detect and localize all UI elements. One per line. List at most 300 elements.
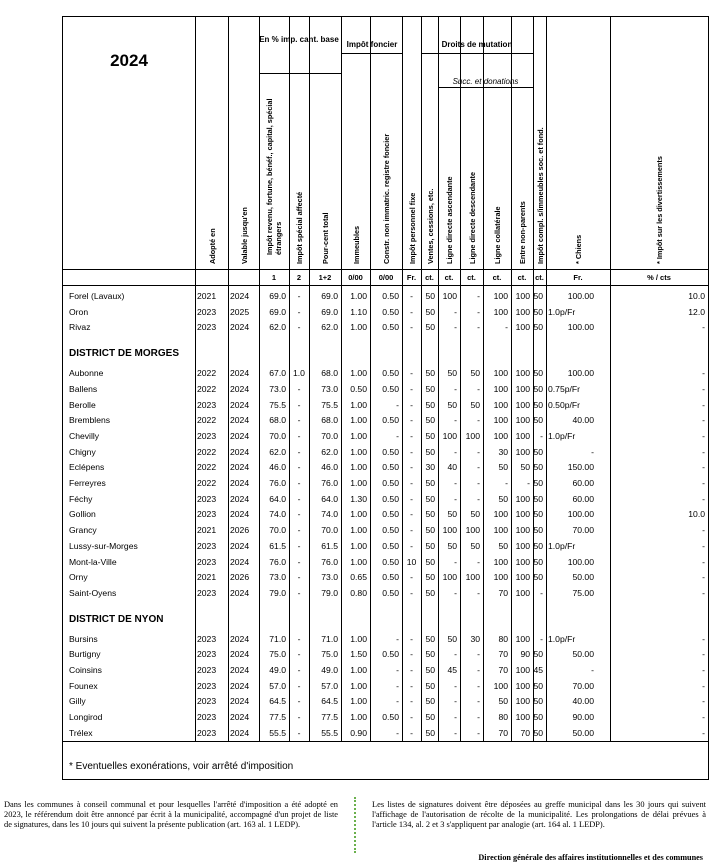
- table-cell: 2024: [230, 540, 250, 551]
- table-cell: 2021: [197, 291, 217, 301]
- table-cell: 45: [533, 665, 543, 675]
- table-cell: 0.50: [382, 556, 399, 567]
- table-cell: -: [477, 493, 480, 504]
- table-cell: 64.0: [269, 493, 286, 504]
- table-cell: 50: [425, 633, 435, 644]
- table-cell: 70: [498, 587, 508, 598]
- table-cell: 100: [515, 306, 530, 317]
- signature: Direction générale des affaires institutionnelles et des communes: [478, 853, 703, 862]
- table-cell: 100: [515, 540, 530, 551]
- table-cell: 50: [425, 525, 435, 536]
- table-cell: 2022: [197, 478, 217, 488]
- table-cell: -: [702, 368, 705, 379]
- table-cell: -: [297, 665, 301, 675]
- table-cell: 74.0: [321, 509, 338, 520]
- table-cell: 50: [447, 399, 457, 410]
- commune-name: Aubonne: [69, 368, 104, 379]
- table-cell: 50: [533, 525, 543, 536]
- table-cell: 100: [493, 556, 508, 567]
- table-cell: 50: [533, 509, 543, 520]
- table-row: [63, 647, 708, 662]
- table-cell: 2024: [230, 727, 250, 738]
- table-cell: -: [702, 478, 705, 488]
- table-cell: 2024: [230, 712, 250, 723]
- table-cell: 30: [425, 462, 435, 473]
- table-cell: -: [540, 430, 543, 441]
- table-row: [63, 460, 708, 475]
- table-row: [63, 289, 708, 304]
- table-cell: -: [410, 430, 413, 441]
- table-cell: -: [297, 478, 301, 488]
- table-cell: 0.50: [382, 446, 399, 457]
- table-cell: 55.5: [269, 727, 286, 738]
- table-cell: -: [410, 696, 413, 707]
- table-cell: -: [297, 572, 301, 583]
- table-cell: 50: [520, 462, 530, 473]
- table-cell: -: [591, 446, 594, 457]
- table-cell: 0.50: [382, 493, 399, 504]
- table-cell: 150.00: [567, 462, 594, 473]
- table-cell: -: [477, 712, 480, 723]
- table-cell: 100: [465, 572, 480, 583]
- unit-label: 2: [296, 273, 302, 282]
- table-cell: 2024: [230, 415, 250, 426]
- table-cell: 1.50: [350, 649, 367, 660]
- table-cell: 100: [515, 430, 530, 441]
- table-cell: 1.10: [350, 306, 367, 317]
- table-cell: 100: [493, 680, 508, 691]
- table-cell: 60.00: [572, 493, 594, 504]
- table-cell: 100: [515, 368, 530, 379]
- table-cell: -: [477, 383, 480, 394]
- commune-name: Grancy: [69, 525, 97, 536]
- table-cell: 50: [425, 383, 435, 394]
- table-cell: 69.0: [269, 291, 286, 301]
- table-cell: 0.50: [382, 540, 399, 551]
- table-cell: 2022: [197, 383, 217, 394]
- table-cell: 1.0p/Fr: [548, 430, 576, 441]
- table-cell: -: [410, 712, 413, 723]
- table-cell: 2023: [197, 540, 217, 551]
- table-cell: 46.0: [269, 462, 286, 473]
- table-cell: 45: [447, 665, 457, 675]
- table-cell: -: [410, 509, 413, 520]
- table-cell: -: [702, 727, 705, 738]
- table-cell: -: [396, 680, 399, 691]
- commune-name: Founex: [69, 680, 98, 691]
- table-row: [63, 555, 708, 570]
- table-cell: -: [297, 462, 301, 473]
- table-cell: 50: [425, 493, 435, 504]
- table-cell: -: [297, 291, 301, 301]
- table-cell: 50: [470, 399, 480, 410]
- table-cell: 71.0: [269, 633, 286, 644]
- table-cell: -: [297, 415, 301, 426]
- table-cell: -: [477, 696, 480, 707]
- column-header-label: Ligne directe ascendante: [445, 176, 454, 264]
- table-cell: 68.0: [321, 368, 338, 379]
- table-cell: 100: [493, 306, 508, 317]
- table-cell: 2023: [197, 556, 217, 567]
- table-cell: 1.00: [350, 696, 367, 707]
- commune-name: Oron: [69, 306, 89, 317]
- table-cell: 2024: [230, 462, 250, 473]
- table-cell: 50: [533, 727, 543, 738]
- table-cell: 100: [515, 415, 530, 426]
- column-header: [421, 95, 438, 269]
- column-header: [289, 95, 309, 269]
- table-cell: 50: [425, 322, 435, 333]
- table-cell: -: [702, 399, 705, 410]
- table-cell: -: [410, 540, 413, 551]
- table-cell: 80: [498, 633, 508, 644]
- table-cell: 0.50: [382, 509, 399, 520]
- table-cell: 2021: [197, 572, 217, 583]
- table-cell: 64.5: [269, 696, 286, 707]
- table-cell: -: [477, 556, 480, 567]
- table-cell: 50: [533, 696, 543, 707]
- table-cell: 68.0: [269, 415, 286, 426]
- table-cell: 2024: [230, 322, 250, 333]
- table-cell: -: [702, 633, 705, 644]
- table-cell: 64.0: [321, 493, 338, 504]
- table-cell: 64.5: [321, 696, 338, 707]
- table-cell: -: [410, 306, 413, 317]
- table-cell: 57.0: [321, 680, 338, 691]
- table-cell: -: [505, 478, 508, 488]
- table-row: [63, 663, 708, 678]
- table-cell: -: [454, 587, 457, 598]
- table-cell: 30: [498, 446, 508, 457]
- table-cell: 100.00: [567, 509, 594, 520]
- commune-name: Longirod: [69, 712, 103, 723]
- table-cell: 50: [533, 462, 543, 473]
- table-cell: 100: [515, 509, 530, 520]
- table-cell: 100: [515, 712, 530, 723]
- column-header: [460, 95, 483, 269]
- table-cell: 2023: [197, 322, 217, 333]
- table-cell: 76.0: [321, 478, 338, 488]
- table-cell: 100.00: [567, 322, 594, 333]
- table-cell: 1.00: [350, 680, 367, 691]
- table-cell: 50: [498, 696, 508, 707]
- table-cell: 50.00: [572, 572, 594, 583]
- table-cell: 100: [465, 430, 480, 441]
- table-row: [63, 679, 708, 694]
- table-cell: -: [297, 383, 301, 394]
- table-cell: 0.50: [382, 368, 399, 379]
- table-row: [63, 726, 708, 741]
- table-cell: -: [297, 587, 301, 598]
- table-cell: -: [410, 572, 413, 583]
- unit-label: ct.: [535, 273, 544, 282]
- table-cell: 100: [515, 587, 530, 598]
- table-cell: 100: [493, 509, 508, 520]
- table-cell: 100: [515, 556, 530, 567]
- table-cell: 1.00: [350, 462, 367, 473]
- table-cell: 75.0: [269, 649, 286, 660]
- table-cell: 50: [533, 572, 543, 583]
- unit-label: 0/00: [348, 273, 363, 282]
- table-cell: 50: [425, 478, 435, 488]
- table-cell: 50: [533, 556, 543, 567]
- table-cell: -: [454, 306, 457, 317]
- group-succ-donations: Succ. et donations: [452, 77, 519, 86]
- table-cell: -: [702, 415, 705, 426]
- table-row: [63, 320, 708, 335]
- table-cell: -: [454, 322, 457, 333]
- table-cell: 100: [493, 525, 508, 536]
- column-header: [228, 95, 259, 269]
- table-cell: 100.00: [567, 291, 594, 301]
- table-cell: -: [702, 712, 705, 723]
- table-cell: 69.0: [321, 306, 338, 317]
- table-cell: -: [454, 446, 457, 457]
- table-row: [63, 710, 708, 725]
- commune-name: Bursins: [69, 633, 98, 644]
- bottom-right-notice: Les listes de signatures doivent être déposées au greffe municipal dans les 30 jours qui suivent l'affichage de l'autorisation de récolte de la municipalité. Les prolongations de délai prévues à l'article 134, al. 2 et 3 s'appliquent par analogie (art. 164 al. 1 LEDP).: [372, 800, 706, 829]
- table-cell: 2023: [197, 696, 217, 707]
- unit-label: ct.: [444, 273, 454, 282]
- table-cell: 2025: [230, 306, 250, 317]
- table-cell: -: [297, 540, 301, 551]
- table-cell: 1.00: [350, 446, 367, 457]
- table-cell: 76.0: [269, 556, 286, 567]
- column-header: [533, 95, 546, 269]
- commune-name: Bremblens: [69, 415, 111, 426]
- table-cell: 12.0: [688, 306, 705, 317]
- table-cell: -: [527, 478, 530, 488]
- table-cell: 1.00: [350, 415, 367, 426]
- table-cell: 2022: [197, 462, 217, 473]
- table-cell: 70: [498, 649, 508, 660]
- table-cell: -: [454, 493, 457, 504]
- table-cell: 50: [447, 540, 457, 551]
- table-cell: 0.50p/Fr: [548, 399, 581, 410]
- table-row: [63, 539, 708, 554]
- column-header-label: * Impôt sur les divertissements: [655, 156, 664, 264]
- table-cell: -: [297, 322, 301, 333]
- table-cell: 50: [425, 696, 435, 707]
- table-cell: 70.0: [269, 430, 286, 441]
- table-cell: 50: [425, 680, 435, 691]
- column-header: [483, 95, 511, 269]
- column-header: [511, 95, 533, 269]
- table-cell: -: [396, 696, 399, 707]
- table-cell: 100: [465, 525, 480, 536]
- table-row: [63, 632, 708, 647]
- table-cell: -: [297, 509, 301, 520]
- column-header: [610, 95, 708, 269]
- table-cell: 2023: [197, 649, 217, 660]
- table-cell: -: [454, 556, 457, 567]
- table-cell: -: [505, 322, 508, 333]
- table-cell: -: [477, 665, 480, 675]
- bottom-left-notice: Dans les communes à conseil communal et pour lesquelles l'arrêté d'imposition a été adopté en 2023, le référendum doit être annoncé par écrit à la municipalité, accompagné d'un projet de liste de signatures, dans les 10 jours qui suivent la présente publication (art. 163 al. 1 LEDP).: [4, 800, 338, 829]
- table-cell: 2023: [197, 680, 217, 691]
- table-cell: -: [410, 727, 413, 738]
- table-cell: 100: [493, 572, 508, 583]
- unit-label: ct.: [467, 273, 476, 282]
- table-cell: 100: [515, 696, 530, 707]
- table-cell: 69.0: [269, 306, 286, 317]
- table-cell: 2023: [197, 399, 217, 410]
- table-cell: 10: [406, 556, 417, 567]
- table-cell: 0.50: [382, 383, 399, 394]
- table-cell: -: [702, 696, 705, 707]
- table-cell: 0.75p/Fr: [548, 383, 581, 394]
- column-header: [259, 95, 289, 269]
- column-header-label: * Chiens: [574, 234, 583, 264]
- district-heading: DISTRICT DE MORGES: [69, 348, 180, 360]
- table-cell: 2022: [197, 415, 217, 426]
- table-cell: 2023: [197, 430, 217, 441]
- table-cell: -: [297, 727, 301, 738]
- table-cell: 2024: [230, 649, 250, 660]
- commune-name: Gollion: [69, 509, 96, 520]
- table-cell: 2026: [230, 572, 250, 583]
- table-cell: 100: [493, 415, 508, 426]
- table-cell: 70.0: [321, 525, 338, 536]
- table-row: [63, 398, 708, 413]
- table-cell: -: [410, 493, 413, 504]
- table-cell: 68.0: [321, 415, 338, 426]
- commune-name: Coinsins: [69, 665, 102, 675]
- column-header-label: Immeubles: [351, 225, 361, 264]
- table-cell: -: [477, 462, 480, 473]
- table-cell: 50: [533, 322, 543, 333]
- table-cell: 2024: [230, 633, 250, 644]
- table-cell: 73.0: [321, 572, 338, 583]
- table-cell: 50: [425, 415, 435, 426]
- group-underline: [438, 87, 533, 88]
- group-underline: [341, 53, 402, 54]
- table-cell: 2024: [230, 383, 250, 394]
- table-cell: -: [454, 478, 457, 488]
- table-cell: -: [702, 572, 705, 583]
- table-cell: -: [410, 383, 413, 394]
- table-cell: 70.0: [321, 430, 338, 441]
- table-cell: 2024: [230, 493, 250, 504]
- table-cell: 50: [533, 680, 543, 691]
- group-underline: [421, 53, 533, 54]
- table-cell: -: [540, 633, 543, 644]
- commune-name: Berolle: [69, 399, 96, 410]
- table-cell: 61.5: [321, 540, 338, 551]
- unit-label: ct.: [425, 273, 434, 282]
- column-header-label: Pour-cent total: [321, 212, 330, 264]
- table-cell: 100: [493, 430, 508, 441]
- commune-name: Eclépens: [69, 462, 105, 473]
- column-header: [195, 95, 228, 269]
- table-cell: 73.0: [269, 572, 286, 583]
- table-cell: -: [297, 712, 301, 723]
- table-cell: -: [396, 665, 399, 675]
- unit-label: ct.: [492, 273, 502, 282]
- column-header-label: Ventes, cessions, etc.: [425, 188, 435, 264]
- commune-name: Orny: [69, 572, 88, 583]
- table-cell: 0.65: [350, 572, 367, 583]
- commune-name: Burtigny: [69, 649, 101, 660]
- table-cell: 50: [425, 587, 435, 598]
- table-cell: -: [410, 399, 413, 410]
- table-cell: 69.0: [321, 291, 338, 301]
- table-cell: -: [454, 696, 457, 707]
- table-row: [63, 476, 708, 491]
- table-cell: 2023: [197, 727, 217, 738]
- column-header-label: Adopté en: [207, 228, 217, 264]
- table-cell: 2023: [197, 587, 217, 598]
- table-cell: 50: [470, 368, 480, 379]
- column-header: [341, 95, 370, 269]
- table-cell: 1.00: [350, 525, 367, 536]
- table-row: [63, 523, 708, 538]
- table-cell: 50: [425, 430, 435, 441]
- table-cell: 100: [515, 322, 530, 333]
- table-cell: -: [702, 649, 705, 660]
- table-cell: 50: [533, 399, 543, 410]
- table-cell: -: [591, 665, 594, 675]
- commune-name: Chevilly: [69, 430, 100, 441]
- table-cell: 1.00: [350, 712, 367, 723]
- tax-table: [62, 16, 709, 780]
- commune-name: Lussy-sur-Morges: [69, 540, 138, 551]
- table-cell: -: [702, 587, 705, 598]
- table-cell: -: [702, 665, 705, 675]
- column-header-label: Ligne collatérale: [493, 206, 502, 264]
- table-cell: 2024: [230, 680, 250, 691]
- table-cell: 2024: [230, 587, 250, 598]
- table-cell: -: [410, 680, 413, 691]
- table-cell: 1.00: [350, 540, 367, 551]
- column-header-label: Valable jusqu'en: [239, 207, 249, 264]
- table-cell: -: [396, 633, 399, 644]
- table-cell: -: [454, 383, 457, 394]
- table-row: [63, 429, 708, 444]
- table-row: [63, 492, 708, 507]
- table-cell: -: [396, 430, 399, 441]
- table-cell: 0.50: [382, 587, 399, 598]
- table-cell: 50: [533, 291, 543, 301]
- table-cell: 46.0: [321, 462, 338, 473]
- table-cell: -: [297, 430, 301, 441]
- table-cell: -: [477, 478, 480, 488]
- table-cell: 1.00: [350, 399, 367, 410]
- table-cell: 49.0: [321, 665, 338, 675]
- table-cell: 0.50: [382, 462, 399, 473]
- table-cell: -: [410, 291, 413, 301]
- table-cell: 2024: [230, 430, 250, 441]
- table-cell: -: [454, 415, 457, 426]
- table-cell: -: [396, 727, 399, 738]
- table-cell: 62.0: [321, 446, 338, 457]
- table-cell: -: [702, 493, 705, 504]
- table-cell: 70: [498, 727, 508, 738]
- table-cell: 90: [520, 649, 530, 660]
- table-cell: 0.50: [382, 415, 399, 426]
- table-cell: 76.0: [269, 478, 286, 488]
- table-cell: 1.00: [350, 322, 367, 333]
- table-cell: 50: [425, 649, 435, 660]
- commune-name: Mont-la-Ville: [69, 556, 117, 567]
- table-cell: 10.0: [688, 291, 705, 301]
- table-row: [63, 305, 708, 320]
- column-header: [546, 95, 610, 269]
- table-cell: 71.0: [321, 633, 338, 644]
- table-cell: 100: [515, 680, 530, 691]
- table-cell: 0.50: [382, 306, 399, 317]
- table-cell: 1.00: [350, 556, 367, 567]
